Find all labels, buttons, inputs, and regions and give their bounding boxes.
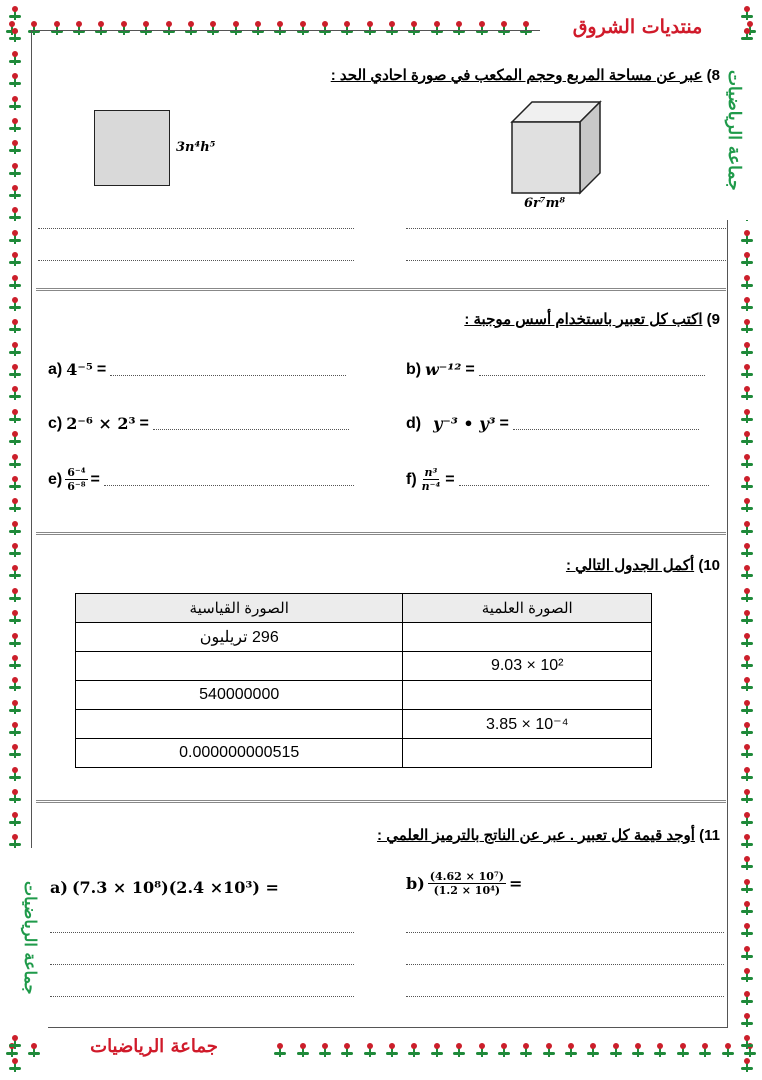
- question-number: 8): [706, 67, 720, 84]
- flower-ornament-icon: [741, 767, 753, 783]
- flower-ornament-icon: [9, 364, 21, 380]
- side-banner: جماعة الرياضيات: [710, 40, 754, 220]
- flower-ornament-icon: [9, 588, 21, 604]
- flower-ornament-icon: [274, 1043, 286, 1059]
- answer-line[interactable]: [479, 375, 705, 376]
- flower-ornament-icon: [741, 498, 753, 514]
- table-row: [76, 710, 652, 739]
- equals-sign: =: [499, 414, 509, 432]
- table-cell[interactable]: [76, 710, 403, 739]
- q9-item-b: [406, 360, 705, 379]
- flower-ornament-icon: [9, 1035, 21, 1051]
- table-cell[interactable]: [76, 652, 403, 681]
- question-text: أوجد قيمة كل تعبير . عبر عن الناتج بالترميز العلمي :: [377, 827, 695, 844]
- flower-ornament-icon: [28, 1043, 40, 1059]
- flower-ornament-icon: [741, 1035, 753, 1051]
- question-number: 10): [698, 557, 720, 574]
- table-cell[interactable]: 540000000: [76, 681, 403, 710]
- equals-sign: =: [139, 414, 149, 432]
- item-label: b): [406, 874, 425, 893]
- q11-item-a: [50, 878, 279, 897]
- item-expression: 2⁻⁶ × 2³: [66, 414, 136, 433]
- item-label: a): [48, 360, 63, 378]
- flower-ornament-icon: [408, 1043, 420, 1059]
- divider: [36, 532, 726, 535]
- equals-sign: =: [465, 360, 475, 378]
- flower-ornament-icon: [741, 230, 753, 246]
- equals-sign: =: [90, 470, 100, 488]
- flower-ornament-icon: [741, 275, 753, 291]
- table-cell[interactable]: [403, 623, 652, 652]
- header-logo: منتديات الشروق: [540, 14, 735, 40]
- item-expression: 4⁻⁵: [66, 360, 93, 379]
- left-banner: جماعة الرياضيات: [8, 848, 48, 1028]
- numerator: n³: [424, 466, 438, 479]
- flower-ornament-icon: [587, 1043, 599, 1059]
- flower-ornament-icon: [741, 521, 753, 537]
- flower-ornament-icon: [297, 1043, 309, 1059]
- flower-ornament-icon: [741, 342, 753, 358]
- equals-sign: =: [445, 470, 455, 488]
- flower-ornament-icon: [741, 1013, 753, 1029]
- flower-ornament-icon: [520, 1043, 532, 1059]
- table-row: [76, 623, 652, 652]
- flower-ornament-icon: [741, 722, 753, 738]
- flower-ornament-icon: [741, 991, 753, 1007]
- flower-ornament-icon: [741, 834, 753, 850]
- item-label: a): [50, 878, 68, 897]
- flower-ornament-icon: [9, 275, 21, 291]
- flower-ornament-icon: [741, 543, 753, 559]
- answer-line[interactable]: [38, 228, 354, 229]
- q11-item-b: [406, 870, 522, 897]
- fraction: [65, 466, 87, 493]
- flower-ornament-icon: [9, 521, 21, 537]
- footer-logo: جماعة الرياضيات: [44, 1034, 264, 1060]
- item-expression: (7.3 × 10⁸)(2.4 ×10³) =: [71, 878, 279, 897]
- flower-ornament-icon: [741, 856, 753, 872]
- numerator: (4.62 × 10⁷): [429, 870, 504, 883]
- flower-ornament-icon: [741, 744, 753, 760]
- flower-ornament-icon: [9, 73, 21, 89]
- flower-ornament-icon: [9, 722, 21, 738]
- flower-ornament-icon: [741, 297, 753, 313]
- header-scientific-form: الصورة العلمية: [403, 594, 652, 623]
- flower-ornament-icon: [741, 431, 753, 447]
- flower-ornament-icon: [9, 342, 21, 358]
- item-label: c): [48, 414, 63, 432]
- flower-ornament-icon: [741, 812, 753, 828]
- flower-ornament-icon: [677, 1043, 689, 1059]
- q9-item-d: [406, 414, 699, 433]
- flower-ornament-icon: [741, 923, 753, 939]
- question-8: [331, 66, 720, 84]
- flower-ornament-icon: [9, 409, 21, 425]
- answer-line[interactable]: [50, 996, 354, 997]
- flower-ornament-icon: [9, 297, 21, 313]
- question-9: [464, 310, 720, 328]
- square-shape: [94, 110, 170, 186]
- table-cell[interactable]: 9.03 × 10²: [403, 652, 652, 681]
- flower-ornament-icon: [9, 230, 21, 246]
- flower-ornament-icon: [9, 431, 21, 447]
- flower-ornament-icon: [9, 118, 21, 134]
- header-standard-form: الصورة القياسية: [76, 594, 403, 623]
- flower-ornament-icon: [9, 140, 21, 156]
- answer-line[interactable]: [406, 996, 724, 997]
- table-cell[interactable]: [403, 681, 652, 710]
- flower-ornament-icon: [741, 565, 753, 581]
- flower-ornament-icon: [610, 1043, 622, 1059]
- denominator: 6⁻⁸: [67, 480, 86, 493]
- table-cell[interactable]: 296 تريليون: [76, 623, 403, 652]
- flower-ornament-icon: [9, 677, 21, 693]
- equals-sign: =: [508, 874, 523, 893]
- flower-ornament-icon: [741, 789, 753, 805]
- question-number: 11): [699, 827, 720, 844]
- flower-ornament-icon: [9, 386, 21, 402]
- table-row: [76, 681, 652, 710]
- flower-ornament-icon: [9, 51, 21, 67]
- flower-ornament-icon: [699, 1043, 711, 1059]
- flower-ornament-icon: [741, 252, 753, 268]
- equals-sign: =: [96, 360, 107, 378]
- flower-ornament-icon: [741, 319, 753, 335]
- flower-ornament-icon: [741, 610, 753, 626]
- cube-shape: [510, 100, 602, 195]
- flower-ornament-icon: [9, 700, 21, 716]
- flower-ornament-icon: [741, 588, 753, 604]
- question-10: [566, 556, 720, 574]
- flower-ornament-icon: [741, 6, 753, 22]
- table-header-row: [76, 594, 652, 623]
- flower-ornament-icon: [9, 319, 21, 335]
- flower-ornament-icon: [741, 946, 753, 962]
- conversion-table: [75, 593, 652, 768]
- fraction: [420, 466, 443, 493]
- divider: [36, 288, 726, 291]
- flower-ornament-icon: [9, 610, 21, 626]
- flower-ornament-icon: [741, 364, 753, 380]
- question-text: اكتب كل تعبير باستخدام أسس موجبة :: [464, 311, 703, 328]
- flower-ornament-icon: [9, 498, 21, 514]
- answer-line[interactable]: [38, 260, 354, 261]
- answer-line[interactable]: [104, 485, 354, 486]
- flower-ornament-icon: [9, 1058, 21, 1074]
- square-label: 3n⁴h⁵: [176, 140, 216, 155]
- flower-ornament-icon: [741, 476, 753, 492]
- item-expression: y⁻³ • y³: [433, 414, 496, 433]
- flower-ornament-icon: [654, 1043, 666, 1059]
- flower-ornament-icon: [9, 744, 21, 760]
- q9-item-e: [48, 466, 354, 493]
- flower-ornament-icon: [741, 655, 753, 671]
- flower-ornament-icon: [9, 252, 21, 268]
- q9-item-f: [406, 466, 709, 493]
- flower-ornament-icon: [741, 409, 753, 425]
- flower-ornament-icon: [9, 633, 21, 649]
- flower-ornament-icon: [565, 1043, 577, 1059]
- table-cell[interactable]: [403, 739, 652, 768]
- denominator: n⁻⁴: [421, 480, 441, 493]
- answer-line[interactable]: [513, 429, 699, 430]
- flower-ornament-icon: [741, 386, 753, 402]
- answer-line[interactable]: [50, 964, 354, 965]
- flower-ornament-icon: [9, 207, 21, 223]
- flower-ornament-icon: [741, 633, 753, 649]
- fraction: [428, 870, 506, 897]
- item-expression: w⁻¹²: [425, 360, 462, 379]
- flower-ornament-icon: [431, 1043, 443, 1059]
- flower-ornament-icon: [9, 543, 21, 559]
- flower-ornament-icon: [543, 1043, 555, 1059]
- flower-ornament-icon: [9, 565, 21, 581]
- table-row: [76, 652, 652, 681]
- flower-ornament-icon: [741, 454, 753, 470]
- q9-item-a: [48, 360, 346, 379]
- question-11: [377, 826, 720, 844]
- answer-line[interactable]: [459, 485, 709, 486]
- flower-ornament-icon: [722, 1043, 734, 1059]
- answer-line[interactable]: [406, 964, 724, 965]
- flower-ornament-icon: [9, 767, 21, 783]
- flower-ornament-icon: [741, 879, 753, 895]
- cube-label: 6r⁷m⁸: [524, 196, 566, 211]
- item-label: e): [48, 470, 63, 488]
- flower-ornament-icon: [741, 700, 753, 716]
- flower-ornament-icon: [9, 28, 21, 44]
- flower-ornament-icon: [498, 1043, 510, 1059]
- flower-ornament-icon: [9, 789, 21, 805]
- item-label: f): [406, 470, 417, 488]
- table-cell[interactable]: 0.000000000515: [76, 739, 403, 768]
- flower-ornament-icon: [632, 1043, 644, 1059]
- answer-line[interactable]: [153, 429, 349, 430]
- q9-item-c: [48, 414, 349, 433]
- flower-ornament-icon: [9, 185, 21, 201]
- flower-ornament-icon: [741, 968, 753, 984]
- flower-ornament-icon: [9, 96, 21, 112]
- flower-ornament-icon: [9, 454, 21, 470]
- flower-ornament-icon: [386, 1043, 398, 1059]
- flower-ornament-icon: [319, 1043, 331, 1059]
- flower-ornament-icon: [741, 901, 753, 917]
- answer-line[interactable]: [406, 228, 726, 229]
- question-text: أكمل الجدول التالي :: [565, 557, 695, 574]
- item-label: b): [406, 360, 422, 378]
- table-cell[interactable]: 3.85 × 10⁻⁴: [403, 710, 652, 739]
- flower-ornament-icon: [476, 1043, 488, 1059]
- flower-ornament-icon: [9, 812, 21, 828]
- numerator: 6⁻⁴: [67, 466, 86, 479]
- flower-ornament-icon: [9, 655, 21, 671]
- answer-line[interactable]: [50, 932, 354, 933]
- flower-ornament-icon: [9, 476, 21, 492]
- flower-ornament-icon: [453, 1043, 465, 1059]
- denominator: (1.2 × 10⁴): [433, 884, 501, 897]
- answer-line[interactable]: [110, 375, 346, 376]
- flower-ornament-icon: [341, 1043, 353, 1059]
- flower-ornament-icon: [364, 1043, 376, 1059]
- answer-line[interactable]: [406, 260, 726, 261]
- flower-ornament-icon: [9, 163, 21, 179]
- flower-ornament-icon: [741, 677, 753, 693]
- table-row: [76, 739, 652, 768]
- question-number: 9): [706, 311, 720, 328]
- flower-ornament-icon: [9, 6, 21, 22]
- question-text: عبر عن مساحة المربع وحجم المكعب في صورة احادي الحد :: [330, 67, 703, 84]
- answer-line[interactable]: [406, 932, 724, 933]
- flower-ornament-icon: [741, 1058, 753, 1074]
- item-label: d): [406, 414, 422, 432]
- divider: [36, 800, 726, 803]
